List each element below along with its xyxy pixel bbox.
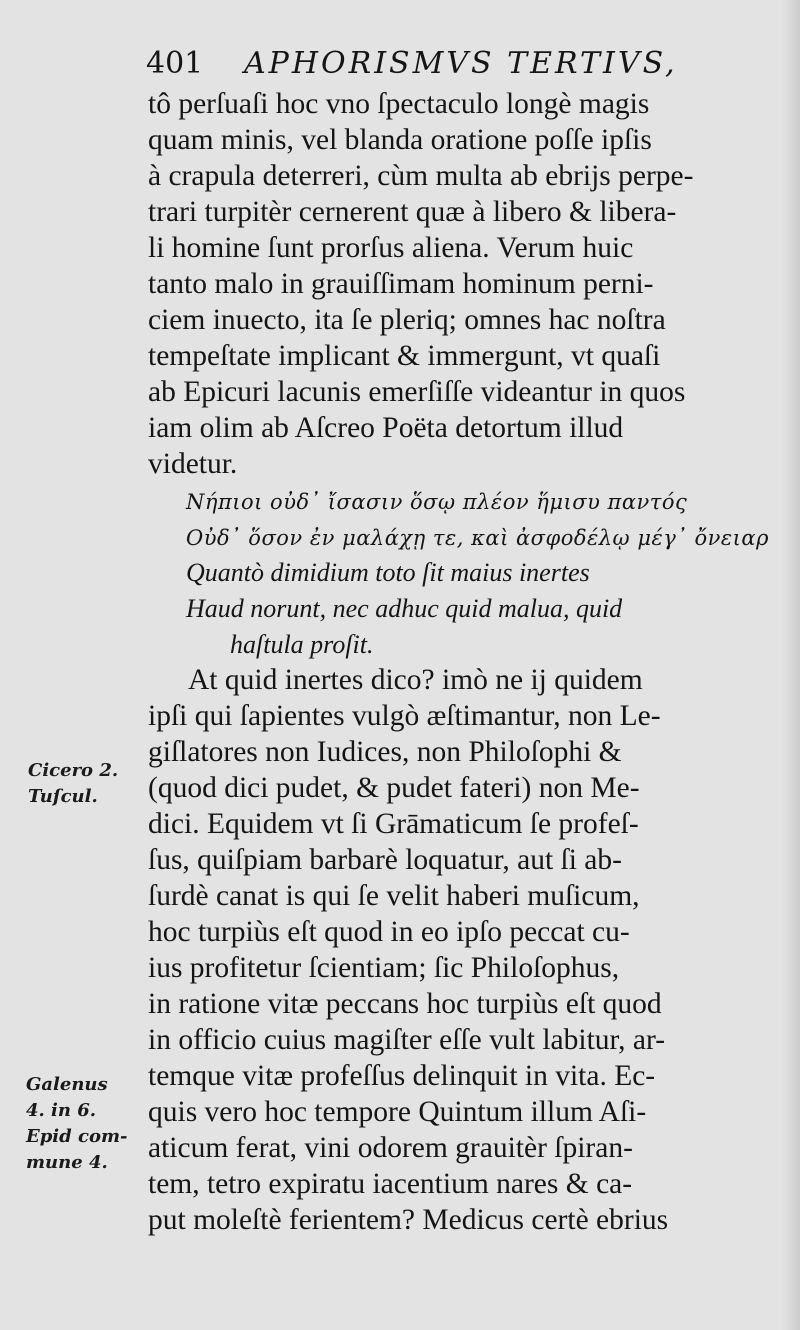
marginal-note-line: mune 4. <box>26 1152 108 1173</box>
prose-line: li homine ſunt prorſus aliena. Verum huic <box>148 232 634 264</box>
prose-line: tanto malo in grauiſſimam hominum perni- <box>148 268 654 300</box>
prose-line: tô perſuaſi hoc vno ſpectaculo longè magis <box>148 88 650 120</box>
paragraph-line: dici. Equidem vt ſi Grāmaticum ſe profeſ- <box>148 808 639 840</box>
paragraph-line: in ratione vitæ peccans hoc turpiùs eſt quod <box>148 988 662 1020</box>
latin-verse-line: Quantò dimidium toto ſit maius inertes <box>186 558 590 587</box>
prose-line: trari turpitèr cernerent quæ à libero & libera- <box>148 196 677 228</box>
marginal-note-line: Galenus <box>26 1074 108 1095</box>
marginal-note-galen <box>26 1072 127 1176</box>
running-head: APHORISMVS TERTIVS, <box>244 46 678 81</box>
main-text <box>148 86 769 1238</box>
paragraph-line: At quid inertes dico? imò ne ij quidem <box>188 664 643 696</box>
prose-line: tempeſtate implicant & immergunt, vt quaſi <box>148 340 661 372</box>
marginal-note-line: Epid com- <box>26 1126 128 1147</box>
paragraph-line: hoc turpiùs eſt quod in eo ipſo peccat cu- <box>148 916 630 948</box>
page-header <box>146 44 721 84</box>
latin-verse-line: Haud norunt, nec adhuc quid malua, quid <box>186 594 623 623</box>
greek-verse-line: Νήπιοι οὐδ᾽ ἴσασιν ὅσῳ πλέον ἥμισυ παντός <box>186 490 688 514</box>
marginal-note-cicero <box>28 758 118 810</box>
prose-line: iam olim ab Aſcreo Poëta detortum illud <box>148 412 624 444</box>
marginal-note-line: Tuſcul. <box>28 786 98 807</box>
paragraph-line: ipſi qui ſapientes vulgò æſtimantur, non Le- <box>148 700 661 732</box>
paragraph-line: quis vero hoc tempore Quintum illum Aſi- <box>148 1096 647 1128</box>
paragraph-line: ius profitetur ſcientiam; ſic Philoſophus, <box>148 952 620 984</box>
prose-line: ab Epicuri lacunis emerſiſſe videantur in quos <box>148 376 686 408</box>
prose-line: à crapula deterreri, cùm multa ab ebrijs perpe- <box>148 160 694 192</box>
paragraph-line: tem, tetro expiratu iacentium nares & ca- <box>148 1168 633 1200</box>
prose-line: quam minis, vel blanda oratione poſſe ipſis <box>148 124 652 156</box>
paragraph-line: temque vitæ profeſſus delinquit in vita. Ec- <box>148 1060 656 1092</box>
marginal-note-line: Cicero 2. <box>28 760 119 781</box>
greek-verse-line: Οὐδ᾽ ὅσον ἐν μαλάχῃ τε, καὶ ἀσφοδέλῳ μέγ᾽ ὄνειαρ <box>186 526 769 550</box>
paragraph-line: giſlatores non Iudices, non Philoſophi & <box>148 736 622 768</box>
prose-line: ciem inuecto, ita ſe pleriq; omnes hac noſtra <box>148 304 666 336</box>
page-number: 401 <box>146 46 204 81</box>
paragraph-line: ſurdè canat is qui ſe velit haberi muſicum, <box>148 880 640 912</box>
latin-verse-line: haſtula proſit. <box>230 630 374 659</box>
paragraph-line: ſus, quiſpiam barbarè loquatur, aut ſi ab- <box>148 844 622 876</box>
paragraph-line: put moleſtè ferientem? Medicus certè ebrius <box>148 1204 669 1236</box>
paragraph-line: aticum ferat, vini odorem grauitèr ſpiran- <box>148 1132 633 1164</box>
marginal-note-line: 4. in 6. <box>26 1100 97 1121</box>
prose-line: videtur. <box>148 448 238 480</box>
paragraph-line: (quod dici pudet, & pudet fateri) non Me- <box>148 772 640 804</box>
page-edge-shadow <box>782 0 800 1330</box>
paragraph-line: in officio cuius magiſter eſſe vult labitur, ar- <box>148 1024 666 1056</box>
